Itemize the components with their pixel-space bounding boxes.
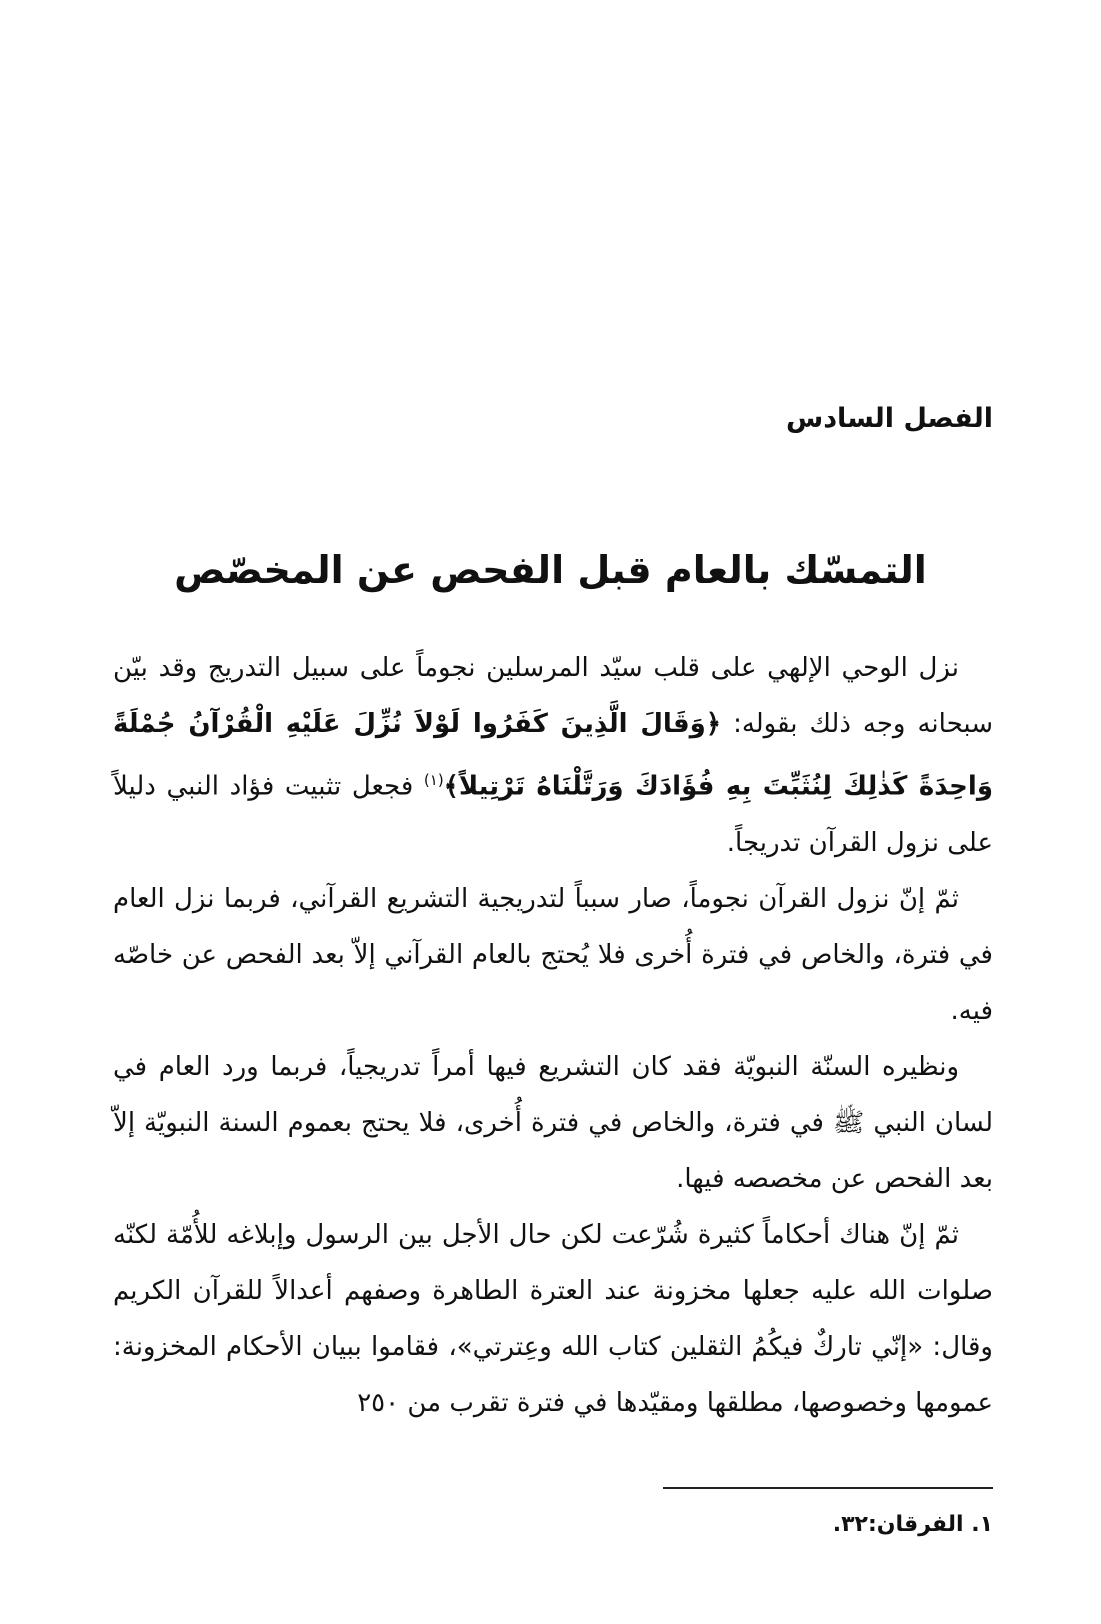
footnote: ١. الفرقان:٣٢. xyxy=(832,1512,993,1537)
paragraph-1-intro: نزل الوحي الإلهي على قلب سيّد المرسلين نجوماً على سبيل التدريج وقد بيّن سبحانه وجه ذلك بقوله: xyxy=(113,653,993,739)
footnote-divider xyxy=(663,1487,993,1489)
paragraph-1-rest: فجعل تثبيت فؤاد النبي دليلاً على نزول القرآن تدريجاً. xyxy=(113,771,993,858)
chapter-title: التمسّك بالعام قبل الفحص عن المخصّص xyxy=(174,548,927,592)
paragraph-3-text: ونظيره السنّة النبويّة فقد كان التشريع فيها أمراً تدريجياً، فربما ورد العام في لسان النبي ﷺ في فترة، والخاص في فترة أُخرى، فلا يحتج بعموم السنة النبويّة إلاّ بعد الفحص عن مخصصه فيها. xyxy=(113,1051,993,1194)
chapter-label: الفصل السادس xyxy=(785,403,993,434)
body-text xyxy=(113,640,993,1431)
quran-verse: ﴿وَقَالَ الَّذِينَ كَفَرُوا لَوْلاَ نُزِّلَ عَلَيْهِ الْقُرْآنُ جُمْلَةً وَاحِدَةً كَذٰلِكَ لِنُثَبِّتَ بِهِ فُؤَادَكَ وَرَتَّلْنَاهُ تَرْتِيلاً﴾ xyxy=(113,709,993,802)
paragraph-3 xyxy=(113,1039,993,1207)
paragraph-2 xyxy=(113,871,993,1039)
paragraph-4 xyxy=(113,1207,993,1431)
paragraph-4-text: ثمّ إنّ هناك أحكاماً كثيرة شُرّعت لكن حال الأجل بين الرسول وإبلاغه للأُمّة لكنّه صلوات الله عليه جعلها مخزونة عند العترة الطاهرة وصفهم أعدالاً للقرآن الكريم وقال: «إنّي تاركٌ فيكُمُ الثقلين كتاب الله وعِترتي»، فقاموا ببيان الأحكام المخزونة: عمومها وخصوصها، مطلقها ومقيّدها في فترة تقرب من ٢٥٠ xyxy=(113,1219,993,1418)
paragraph-1 xyxy=(113,640,993,871)
paragraph-2-text: ثمّ إنّ نزول القرآن نجوماً، صار سبباً لتدريجية التشريع القرآني، فربما نزل العام في فترة، والخاص في فترة أُخرى فلا يُحتج بالعام القرآني إلاّ بعد الفحص عن خاصّه فيه. xyxy=(113,883,993,1026)
footnote-ref: (١) xyxy=(423,771,444,789)
